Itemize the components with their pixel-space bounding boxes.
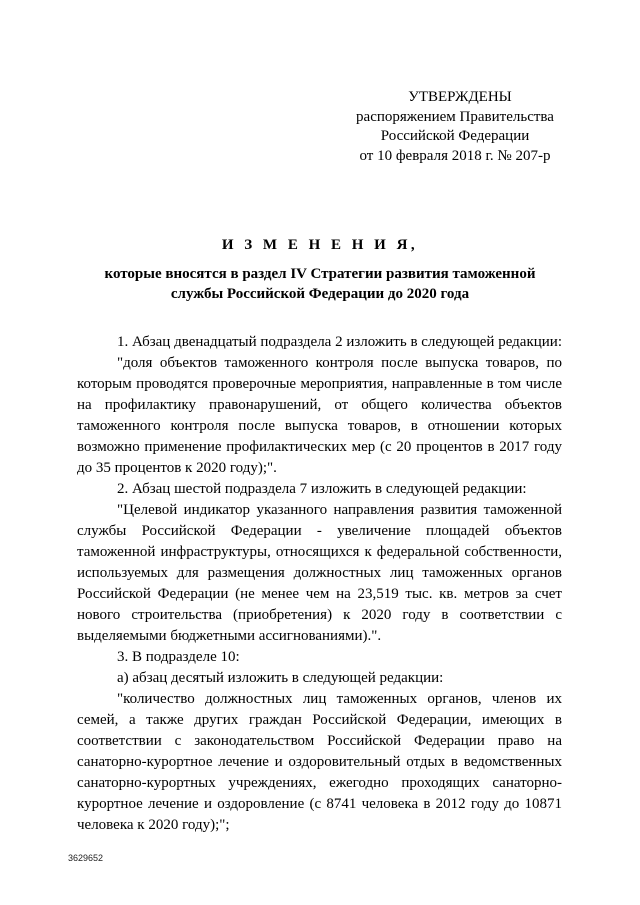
document-code: 3629652 [68, 853, 104, 863]
approval-line-date-number: от 10 февраля 2018 г. № 207-р [359, 147, 551, 164]
paragraph-quote-1: "доля объектов таможенного контроля после выпуска товаров, по которым проводятся проверочные мероприятия, направленные в том числе на профилактику правонарушений, от общего количества объектов таможенного контроля после выпуска товаров, в отношении которых возможно применение профилактических мер (с 20 процентов в 2017 году до 35 процентов к 2020 году);". [77, 355, 562, 476]
approval-line-country: Российской Федерации [380, 128, 530, 144]
approval-line-authority: распоряжением Правительства [356, 108, 554, 125]
paragraph-item-2: 2. Абзац шестой подраздела 7 изложить в следующей редакции: [117, 481, 527, 497]
document-body [77, 332, 562, 836]
paragraph-subitem-a: а) абзац десятый изложить в следующей редакции: [117, 670, 444, 686]
paragraph-quote-3: "количество должностных лиц таможенных органов, членов их семей, а также других граждан Российской Федерации, имеющих в соответствии с законодательством Российской Федерации право на санаторно-курортное лечение и оздоровительный отдых в ведомственных санаторно-курортных учреждениях, ежегодно проходящих санаторно-курортное лечение и оздоровление (с 8741 человека в 2012 году до 10871 человека к 2020 году);"; [77, 691, 562, 833]
paragraph-item-3: 3. В подразделе 10: [117, 649, 240, 665]
heading-title: И З М Е Н Е Н И Я, [221, 237, 419, 253]
document-heading [60, 237, 580, 304]
heading-subtitle-line-1: которые вносятся в раздел IV Стратегии развития таможенной [104, 266, 536, 282]
approval-title: УТВЕРЖДЕНЫ [408, 89, 512, 105]
paragraph-quote-2: "Целевой индикатор указанного направления развития таможенной службы Российской Федерации - увеличение площадей объектов таможенной инфраструктуры, относящихся к федеральной собственности, используемых для размещения должностных лиц таможенных органов Российской Федерации (не менее чем на 23,519 тыс. кв. метров за счет нового строительства (приобретения) к 2020 году в соответствии с выделяемыми бюджетными ассигнованиями).". [77, 502, 562, 644]
approval-block [340, 88, 570, 166]
heading-subtitle-line-2: службы Российской Федерации до 2020 года [170, 285, 470, 302]
paragraph-item-1: 1. Абзац двенадцатый подраздела 2 изложить в следующей редакции: [117, 334, 562, 350]
